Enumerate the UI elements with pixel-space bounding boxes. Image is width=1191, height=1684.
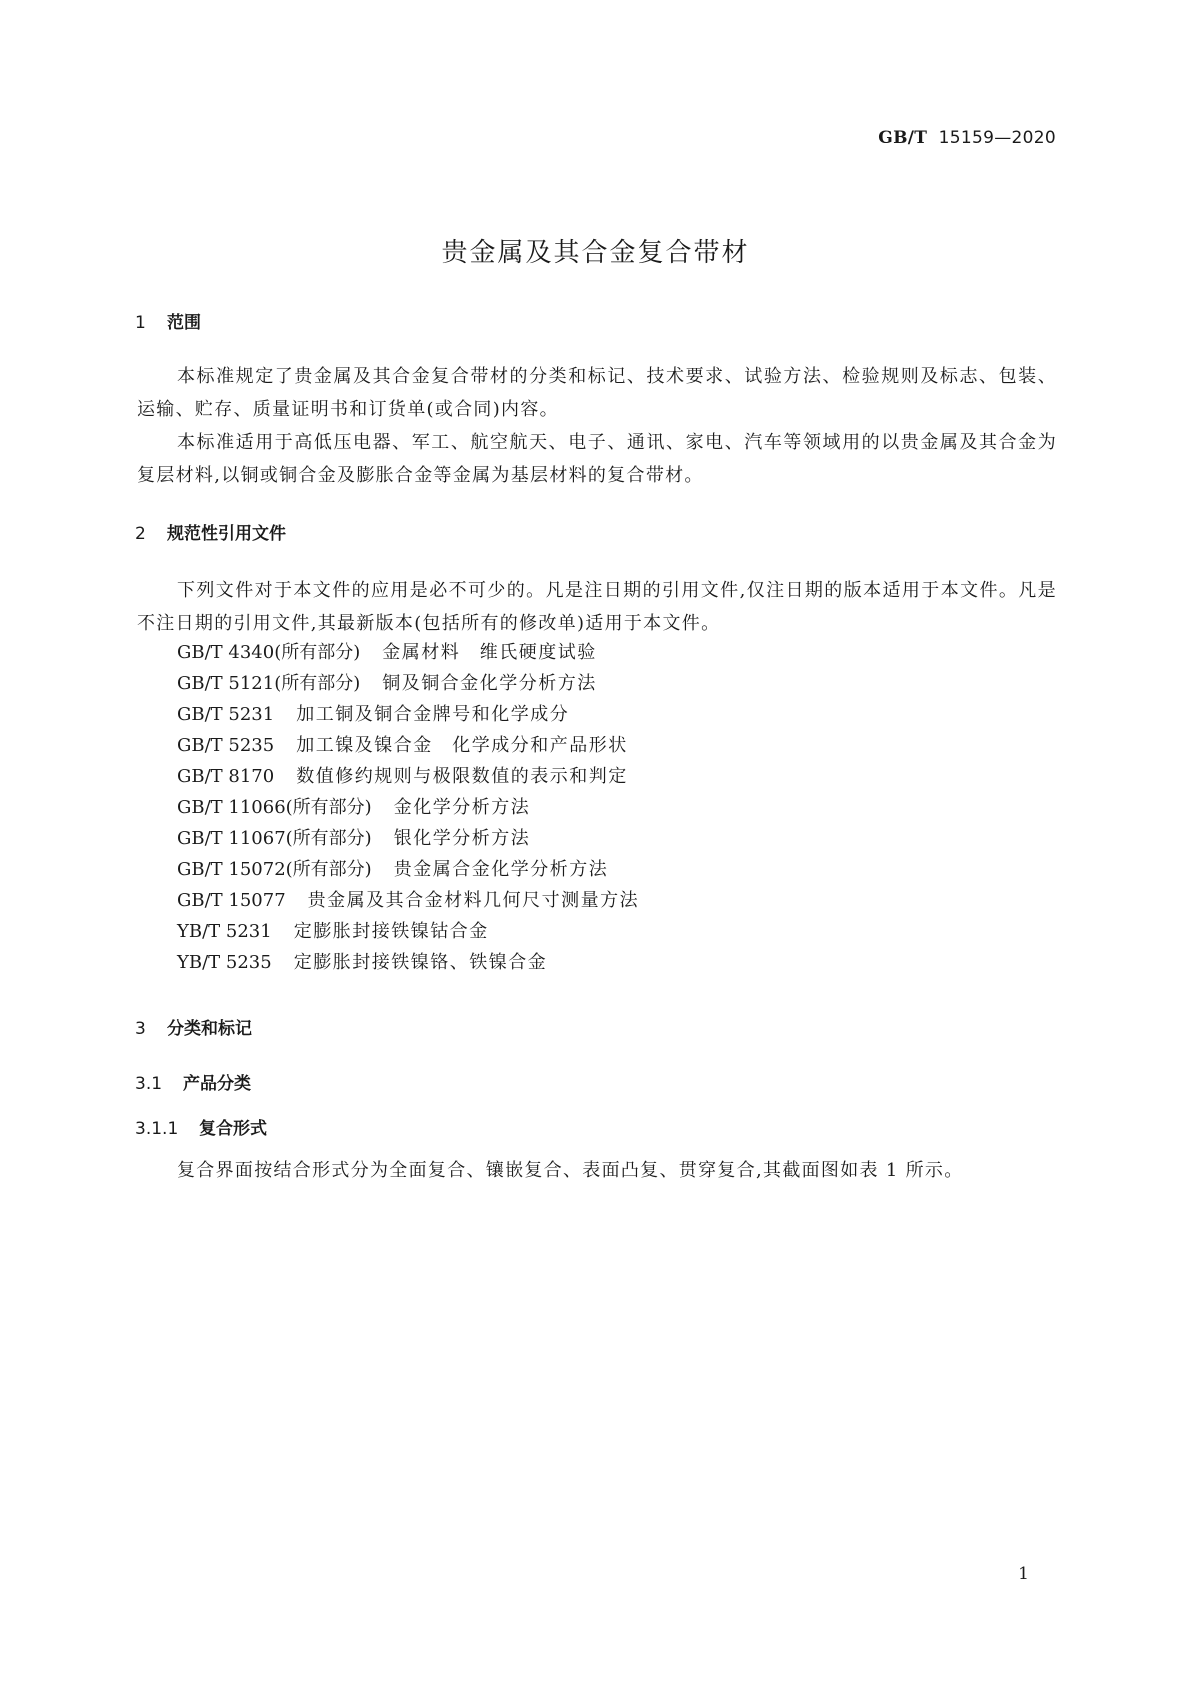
reference-code: GB/T 8170 [177,766,275,787]
section-title: 规范性引用文件 [167,524,286,544]
reference-code: GB/T 15077 [177,890,286,911]
reference-item [177,946,547,979]
section-title: 复合形式 [199,1119,267,1139]
document-title: 贵金属及其合金复合带材 [441,238,750,268]
section-1-paragraph-2: 本标准适用于高低压电器、军工、航空航天、电子、通讯、家电、汽车等领域用的以贵金属及其合金为复层材料,以铜或铜合金及膨胀合金等金属为基层材料的复合带材。 [137,432,1057,486]
reference-title: 银化学分析方法 [393,828,531,849]
reference-title: 定膨胀封接铁镍铬、铁镍合金 [293,952,548,973]
section-number: 3.1.1 [135,1119,179,1139]
section-1-heading [135,308,201,333]
reference-code: GB/T 4340(所有部分) [177,642,361,663]
reference-item [177,760,628,793]
reference-code: GB/T 11067(所有部分) [177,828,372,849]
section-number: 3 [135,1019,146,1039]
section-title: 产品分类 [183,1074,251,1094]
reference-code: GB/T 5121(所有部分) [177,673,361,694]
reference-code: GB/T 5235 [177,735,275,756]
page-number: 1 [1018,1564,1029,1584]
section-1-paragraph-1: 本标准规定了贵金属及其合金复合带材的分类和标记、技术要求、试验方法、检验规则及标志、包装、运输、贮存、质量证明书和订货单(或合同)内容。 [137,366,1057,420]
section-3-1-1-paragraph-1: 复合界面按结合形式分为全面复合、镶嵌复合、表面凸复、贯穿复合,其截面图如表 1 所示。 [177,1160,964,1181]
section-3-1-heading [135,1069,251,1094]
section-3-heading [135,1014,252,1039]
section-number: 1 [135,313,146,333]
reference-item [177,698,569,731]
standard-number: 15159—2020 [938,128,1056,148]
reference-title: 加工镍及镍合金 化学成分和产品形状 [296,735,628,756]
reference-title: 加工铜及铜合金牌号和化学成分 [296,704,570,725]
section-number: 3.1 [135,1074,163,1094]
reference-code: GB/T 11066(所有部分) [177,797,372,818]
reference-item [177,729,628,762]
reference-title: 定膨胀封接铁镍钴合金 [293,921,489,942]
reference-title: 贵金属及其合金材料几何尺寸测量方法 [307,890,640,911]
reference-item [177,667,597,700]
section-3-1-1-heading [135,1114,267,1139]
section-title: 分类和标记 [167,1019,252,1039]
reference-item [177,853,608,886]
reference-code: YB/T 5235 [177,952,272,973]
reference-title: 金化学分析方法 [393,797,531,818]
section-number: 2 [135,524,146,544]
reference-code: YB/T 5231 [177,921,272,942]
section-2-heading [135,519,286,544]
reference-item [177,636,597,669]
reference-title: 数值修约规则与极限数值的表示和判定 [296,766,628,787]
reference-item [177,822,530,855]
reference-title: 金属材料 维氏硬度试验 [382,642,597,663]
section-2-paragraph-1: 下列文件对于本文件的应用是必不可少的。凡是注日期的引用文件,仅注日期的版本适用于本文件。凡是不注日期的引用文件,其最新版本(包括所有的修改单)适用于本文件。 [137,580,1057,634]
standard-number-header [878,128,1056,148]
reference-title: 铜及铜合金化学分析方法 [382,673,597,694]
reference-code: GB/T 5231 [177,704,275,725]
reference-item [177,915,489,948]
reference-title: 贵金属合金化学分析方法 [393,859,609,880]
reference-item [177,791,530,824]
reference-item [177,884,639,917]
standard-prefix: GB/T [878,128,928,148]
reference-code: GB/T 15072(所有部分) [177,859,372,880]
section-title: 范围 [167,313,201,333]
